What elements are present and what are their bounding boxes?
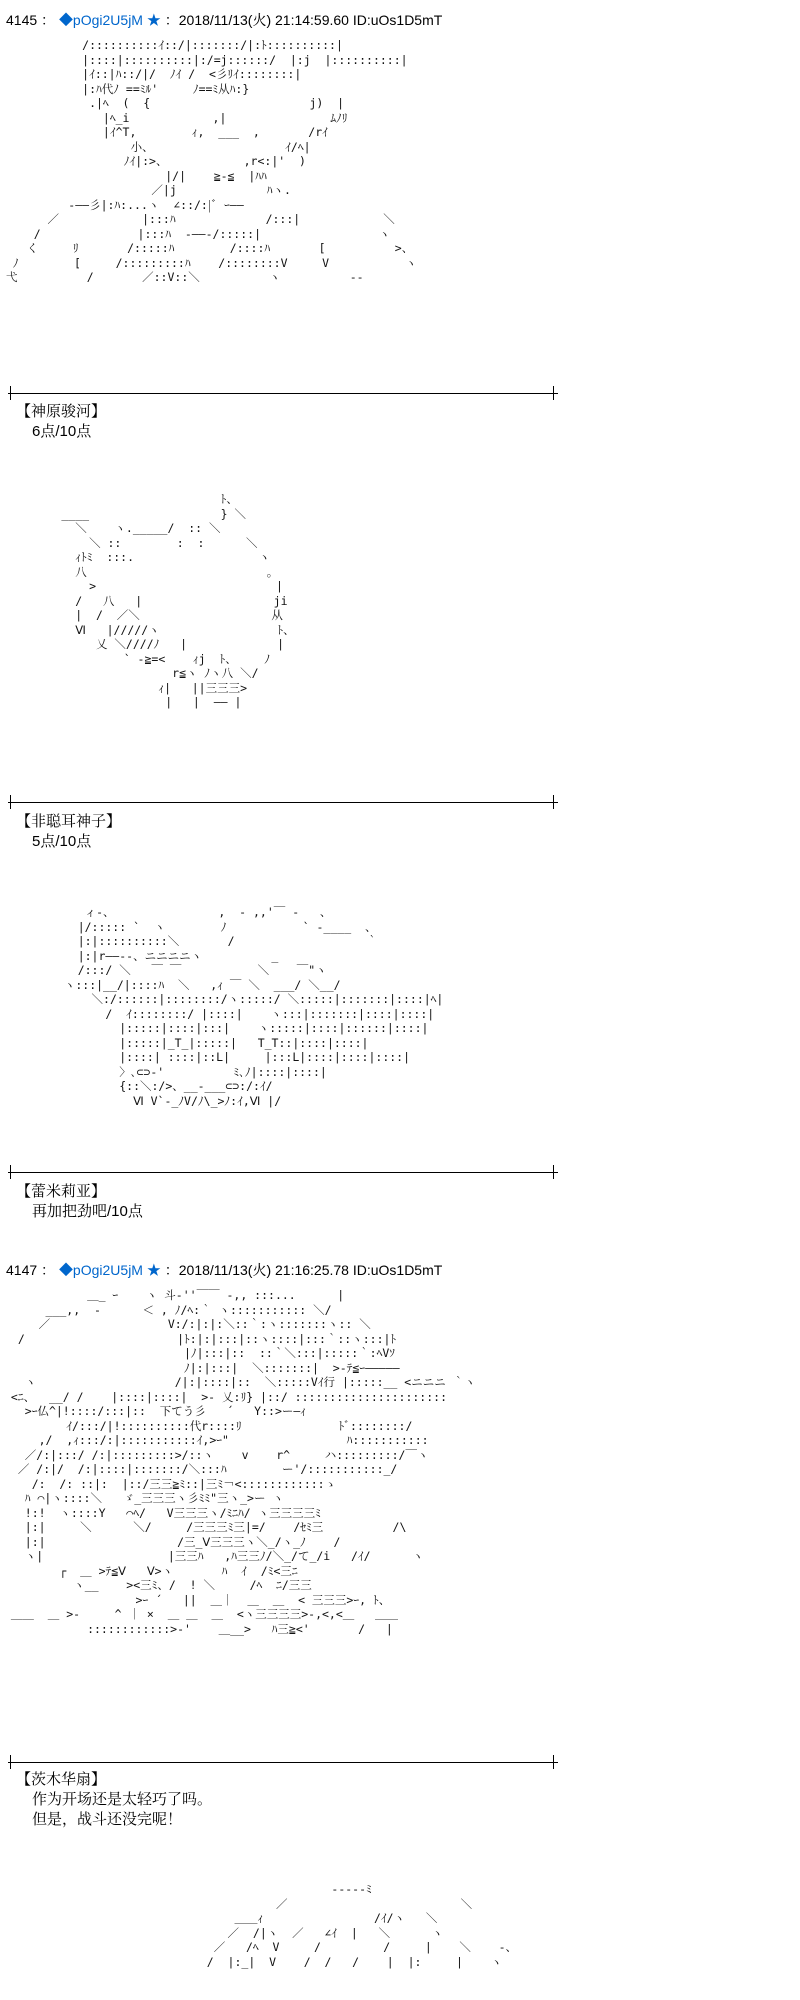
character-name: 【蕾米莉亚】 xyxy=(16,1183,107,1200)
tripcode-link[interactable]: ◆pOgi2U5jM xyxy=(58,12,143,28)
separator-tick xyxy=(553,386,554,400)
separator-tick xyxy=(10,1165,11,1179)
separator-tick xyxy=(10,795,11,809)
separator-line xyxy=(8,393,558,394)
ascii-art: ィ-、 , - ,,'￣ - 、 |/::::: ` ヽ ﾉ ` -____ 、 |:|::::::::::＼ / ｀ |:|r――‐-、ニニニニヽ _ /:::/ ＼ ￣ ￣ ＼ ￣"ヽ ヽ:::|__/|::::ﾊ ＼ ,ｨ ￣ ＼ ___/ ＼__/ ＼:/::::::|::::::::/ヽ:::::/ ＼:::::|:::::::|::::|ﾍ| / ｲ::::::::/ |::::| ヽ:::|:::::::|::::|::::| |:::::|::::|:::| ヽ:::::|::::|::::::|::::| |:::::|_T_|:::::| T_T::|::::|::::| |::::| ::::|::L| |:::L|::::|::::|::::| 〉､⊂⊃-' ﾐ､ﾉ|::::|::::| {::＼:/>、__-___⊂⊃:/:ｲ/ Ⅵ V`-_ﾉV/ﾉ\_>ﾉ:ｲ,Ⅵ |/ xyxy=(63,905,444,1108)
star-icon: ★ xyxy=(146,12,161,28)
character-name: 【茨木华扇】 xyxy=(16,1771,107,1788)
star-icon: ★ xyxy=(146,1262,161,1278)
ascii-art: -----ﾐ ／ ＼ ＿＿ｨ /ｲ/ヽ ＼ ／ /|ヽ ／ ∠ｲ | ＼ ヽ ／ /ﾍ V / / | ＼ -、 / |:_| V / / / | |: | ヽ xyxy=(206,1882,518,1969)
post-header xyxy=(6,10,442,30)
dialogue-line: 但是，战斗还没完呢！ xyxy=(32,1811,183,1828)
character-name: 【非聪耳神子】 xyxy=(16,813,122,830)
post-separator: ： xyxy=(41,1262,56,1278)
dialogue-line: 6点/10点 xyxy=(32,423,92,440)
separator-tick xyxy=(553,1165,554,1179)
separator-line xyxy=(8,802,558,803)
post-number[interactable]: 4145 xyxy=(6,12,38,28)
separator-tick xyxy=(10,1755,11,1769)
ascii-art: ﾄ、 ____ } ＼ ＼ ヽ._____/ :: ＼ ＼ :: : : ＼ ｨﾄﾐ :::. ヽ 八 ｡ > | / 八 | ji | / ／＼ 从 Ⅵ |/////ヽ ﾄ、 乂 ＼////ﾉ | | ` -≧=< ｨj ﾄ、 ﾉ r≦ヽ ﾉヽ八 ＼/ ｨ| ||三三三> | | ―― | xyxy=(61,492,295,709)
separator-line xyxy=(8,1172,558,1173)
character-name: 【神原骏河】 xyxy=(16,403,107,420)
ascii-art: ＿_ ｰ ヽ 斗-''￣￣ -,, :::... | ___,, - ＜ , ﾉ/ﾍ:｀ ヽ::::::::::: ＼/ ／ V:/:|:|:＼::｀:ヽ:::::::ヽ:: ＼ / |ﾄ:|:|:::|::ヽ::::|:::｀::ヽ:::|ﾄ |ﾉ|:::|:: ::｀＼:::|:::::｀:ﾍVｿ ﾉ|:|:::| ＼:::::::| >-ﾃ≦ｰ――――― ヽ /|:|::::|:: ＼:::::Vｲ行 |:::::__ <ニニニ ｀ヽ <ﾆ、 __/ / |::::|::::| >- 乂:ﾘ} |::/ :::::::::::::::::::::: >ｰ仏^|!::::/:::|:: 下てう彡 ´ Y::>ー―ｨ ｲ/:::/|!::::::::::代r::::ﾘ ﾄﾞ::::::::/ ,/ ,ｨ:::/:|:::::::::::ｲ,>ｰ" ﾊ::::::::::: ／/:|:::/ /:|:::::::::>/::ヽ v r^ ハ:::::::::/￣ヽ ／ /:|/ /:|::::|:::::::/＼:::ﾊ ー'/:::::::::::_/ /: /: ::|: |::/三三≧ﾐ::|三ﾐ￢<::::::::::::ゝ ﾊ ⌒|ヽ::::＼ ゞ_三三三ヽ彡ﾐﾐ"三ヽ_>ー ヽ !:! ヽ::::Y ⌒ﾍ/ V三三三ヽ/ﾐﾆﾊ/ ヽ三三三三ﾐ |:| ＼ ＼/ /三三三ﾐ三|=/ /ｾﾐ三 /\ |:| /三_Ⅴ三三三ヽ＼_/ヽ_ﾉ / ヽ| |三三ﾊ ,ﾊ三三ﾉ/＼_/て_/i /ｲ/ ヽ ┌ ＿ >ﾃ≦Ⅴ Ⅴ>ヽ ﾊ ｲ /ﾐ<三ﾆ ヽ__ ><三ﾐ、/ ! ＼ /ﾍ ﾆ/三三 >ｰ ´ || ＿｜ ＿ ＿ < 三三三>ｰ, ﾄ、 ＿＿ ＿ >- ^ ｜ × ＿ ＿ ＿ <ヽ三三三三>-,<,<＿ ＿＿ ::::::::::::>-' ＿__> ﾊ三≧<' / | xyxy=(10,1288,476,1636)
dialogue-line: 作为开场还是太轻巧了吗。 xyxy=(32,1791,213,1808)
post-separator: ： xyxy=(41,12,56,28)
separator-tick xyxy=(553,795,554,809)
tripcode-link[interactable]: ◆pOgi2U5jM xyxy=(58,1262,143,1278)
separator-tick xyxy=(10,386,11,400)
post-header xyxy=(6,1260,442,1280)
dialogue-line: 再加把劲吧/10点 xyxy=(32,1203,143,1220)
post-datetime: ：2018/11/13(火) 21:16:25.78 ID:uOs1D5mT xyxy=(164,1262,443,1278)
post-number[interactable]: 4147 xyxy=(6,1262,38,1278)
separator-tick xyxy=(553,1755,554,1769)
ascii-art: /::::::::::ｲ::/|:::::::/|:ﾄ::::::::::| |::::|::::::::::|:/=j::::::/ |:j |::::::::::| |ｲ::|ﾊ::/|/ ﾉｲ / <彡ﾘｲ::::::::| |:ﾊ代ﾉ ==ﾐﾙ' ﾉ==ﾐ从ﾊ:} .|ﾍ ( { j) | |ﾍ_i ,| ﾑﾉﾘ |ｲ^T, ｨ, ___ , /rｲ 小、 ｲ/ﾍ| ﾉｲ|:>、 ,r<:|' ) |/| ≧-≦ |ﾊﾊ ／|j ﾊヽ. -――彡|:ﾊ:...ヽ ∠::/:|ﾞ ｰ―― ／ |:::ﾊ /:::| ＼ / |:::ﾊ -――-/:::::| ヽ く ﾘ /:::::ﾊ /::::ﾊ [ >、 ﾉ [ /:::::::::ﾊ /::::::::V V ヽ 弋 / ／::V::＼ ヽ ‐‐ xyxy=(6,38,417,284)
post-datetime: ：2018/11/13(火) 21:14:59.60 ID:uOs1D5mT xyxy=(164,12,443,28)
separator-line xyxy=(8,1762,558,1763)
dialogue-line: 5点/10点 xyxy=(32,833,92,850)
